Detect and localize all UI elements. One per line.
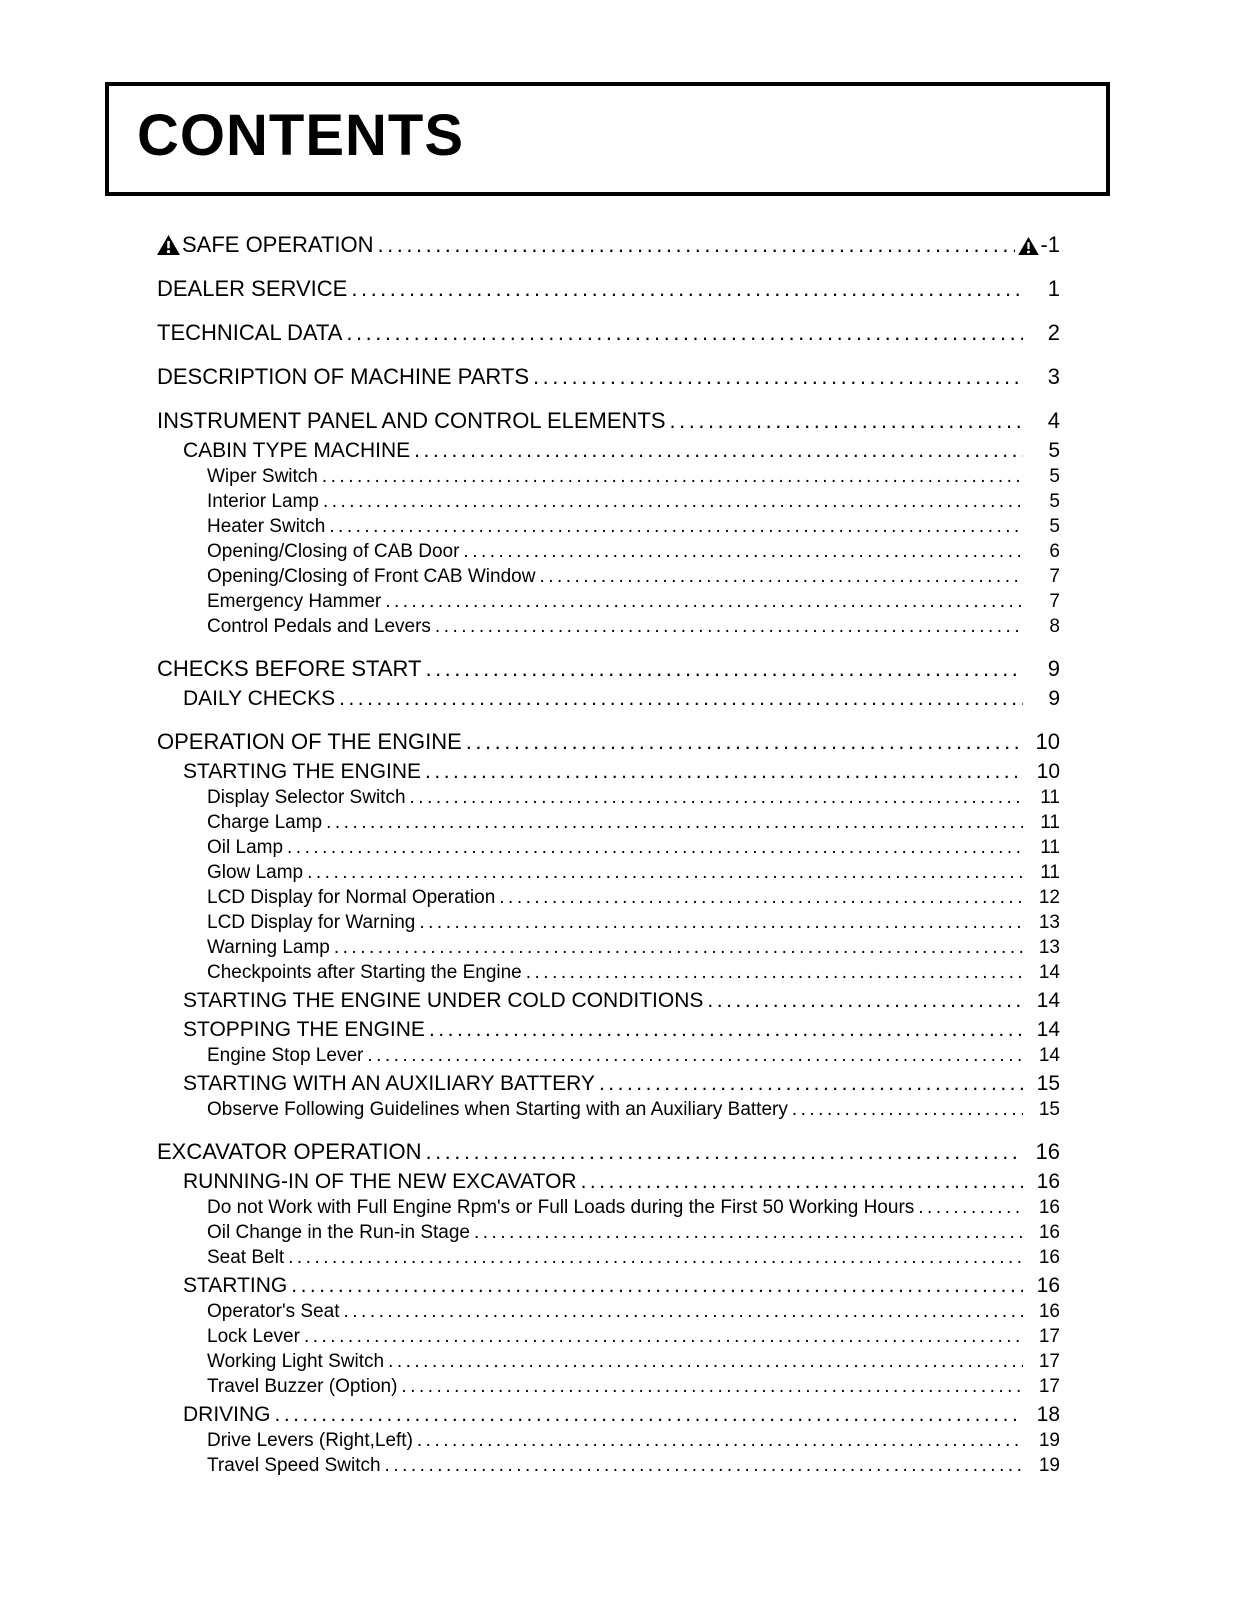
toc-entry-page: 7 [1049, 590, 1060, 612]
toc-entry [157, 1324, 1060, 1349]
toc-entry-page: 19 [1038, 1429, 1060, 1451]
toc-entry-page: 16 [1035, 1138, 1060, 1164]
toc-entry-labelwrap [207, 835, 283, 860]
dot-leader [288, 1245, 1023, 1270]
toc-entry-page: 15 [1036, 1071, 1060, 1095]
toc-entry-page: 5 [1049, 515, 1060, 537]
toc-entry-label: RUNNING-IN OF THE NEW EXCAVATOR [183, 1169, 577, 1193]
toc-entry [157, 810, 1060, 835]
toc-entry-label: TECHNICAL DATA [157, 319, 343, 345]
toc-entry-pagewrap [1026, 589, 1060, 614]
toc-entry-pagewrap [1026, 1016, 1060, 1043]
toc-entry-pagewrap [1026, 1401, 1060, 1428]
toc-entry-page: 11 [1040, 786, 1060, 808]
dot-leader [474, 1220, 1023, 1245]
toc-entry [157, 1168, 1060, 1195]
toc-entry-page: 2 [1047, 319, 1060, 345]
toc-entry-pagewrap [1026, 1272, 1060, 1299]
toc-entry-page: 17 [1038, 1375, 1060, 1397]
toc-entry-labelwrap [207, 564, 535, 589]
toc-entry-labelwrap [207, 1245, 284, 1270]
toc-entry-pagewrap [1026, 1043, 1060, 1068]
toc-entry-labelwrap [207, 960, 522, 985]
toc-entry-labelwrap [183, 1070, 595, 1097]
toc-entry-labelwrap [207, 514, 325, 539]
toc-entry-pagewrap [1026, 1070, 1060, 1097]
toc-entry-labelwrap [207, 1453, 381, 1478]
toc-entry [157, 589, 1060, 614]
toc-entry [157, 1272, 1060, 1299]
toc-entry [157, 1195, 1060, 1220]
toc-entry-pagewrap [1026, 614, 1060, 639]
toc-entry [157, 1097, 1060, 1122]
toc-entry-labelwrap [183, 1401, 271, 1428]
toc-entry-page: 13 [1038, 936, 1060, 958]
toc-entry-labelwrap [207, 935, 330, 960]
dot-leader [275, 1401, 1023, 1428]
toc-entry-labelwrap [207, 1097, 788, 1122]
toc-entry-labelwrap [157, 362, 529, 391]
toc-entry-label: DRIVING [183, 1402, 271, 1426]
dot-leader [351, 274, 1023, 303]
toc-entry-pagewrap [1026, 1097, 1060, 1122]
dot-leader [499, 885, 1023, 910]
toc-entry-labelwrap [157, 318, 342, 347]
toc-entry-pagewrap [1026, 810, 1060, 835]
page-title: CONTENTS [137, 103, 464, 168]
toc-entry-labelwrap [207, 614, 431, 639]
toc-entry-page: 10 [1036, 759, 1060, 783]
toc-entry-label: DEALER SERVICE [157, 275, 348, 301]
toc-entry-page: -1 [1040, 231, 1060, 257]
dot-leader [378, 230, 1016, 259]
dot-leader [466, 727, 1023, 756]
toc-entry [157, 406, 1060, 435]
toc-entry-page: 16 [1036, 1169, 1060, 1193]
dot-leader [291, 1272, 1023, 1299]
toc-entry-label: Drive Levers (Right,Left) [207, 1429, 413, 1451]
toc-entry-label: CABIN TYPE MACHINE [183, 438, 411, 462]
toc-entry-labelwrap [207, 1349, 384, 1374]
toc-entry [157, 1401, 1060, 1428]
toc-entry-labelwrap [207, 1195, 914, 1220]
dot-leader [417, 1428, 1023, 1453]
toc-entry-page: 6 [1049, 540, 1060, 562]
toc-entry-label: STARTING THE ENGINE UNDER COLD CONDITIONS [183, 988, 704, 1012]
toc-entry-pagewrap [1026, 654, 1060, 683]
toc-entry-labelwrap [157, 654, 421, 683]
toc-entry [157, 230, 1060, 259]
toc-entry-pagewrap [1026, 835, 1060, 860]
toc-entry-page: 16 [1038, 1300, 1060, 1322]
toc-entry-label: EXCAVATOR OPERATION [157, 1138, 422, 1164]
toc-entry-labelwrap [183, 1272, 287, 1299]
toc-entry-page: 16 [1038, 1196, 1060, 1218]
toc-entry-page: 14 [1036, 1017, 1060, 1041]
toc-entry-label: Interior Lamp [207, 490, 319, 512]
toc-entry-labelwrap [207, 464, 318, 489]
toc-entry-page: 14 [1036, 988, 1060, 1012]
toc-entry-pagewrap [1026, 489, 1060, 514]
dot-leader [343, 1299, 1023, 1324]
toc-entry-page: 16 [1036, 1273, 1060, 1297]
toc-entry-label: Seat Belt [207, 1246, 285, 1268]
toc-entry-labelwrap [207, 885, 495, 910]
toc-entry-page: 5 [1049, 490, 1060, 512]
toc-entry [157, 910, 1060, 935]
toc-entry-label: Warning Lamp [207, 936, 330, 958]
toc-entry-label: Oil Change in the Run-in Stage [207, 1221, 470, 1243]
dot-leader [435, 614, 1023, 639]
toc-entry [157, 564, 1060, 589]
toc-entry [157, 654, 1060, 683]
toc-entry [157, 464, 1060, 489]
toc-entry-label: INSTRUMENT PANEL AND CONTROL ELEMENTS [157, 407, 666, 433]
toc-entry-label: Opening/Closing of CAB Door [207, 540, 460, 562]
toc-entry-pagewrap [1026, 1299, 1060, 1324]
dot-leader [425, 1137, 1023, 1166]
toc-entry-label: STOPPING THE ENGINE [183, 1017, 425, 1041]
toc-entry-label: Emergency Hammer [207, 590, 382, 612]
toc-entry-labelwrap [207, 860, 303, 885]
toc-entry [157, 539, 1060, 564]
toc-entry-label: Working Light Switch [207, 1350, 385, 1372]
toc-entry-page: 11 [1040, 861, 1060, 883]
toc-entry-labelwrap [207, 1299, 339, 1324]
toc-entry [157, 1453, 1060, 1478]
toc-entry-pagewrap [1018, 230, 1060, 259]
toc-entry-labelwrap [157, 230, 374, 259]
dot-leader [539, 564, 1023, 589]
dot-leader [367, 1043, 1023, 1068]
toc-entry-page: 5 [1049, 465, 1060, 487]
toc-entry-label: LCD Display for Normal Operation [207, 886, 496, 908]
toc-entry-label: Observe Following Guidelines when Starting with an Auxiliary Battery [207, 1098, 788, 1120]
toc-entry-labelwrap [207, 910, 415, 935]
toc-entry-label: CHECKS BEFORE START [157, 655, 422, 681]
dot-leader [287, 835, 1023, 860]
toc-entry-page: 19 [1038, 1454, 1060, 1476]
dot-leader [526, 960, 1023, 985]
dot-leader [425, 758, 1023, 785]
toc-entry-labelwrap [207, 1043, 363, 1068]
toc-entry [157, 987, 1060, 1014]
toc-entry-label: DESCRIPTION OF MACHINE PARTS [157, 363, 530, 389]
toc-list [157, 230, 1060, 1478]
dot-leader [429, 1016, 1023, 1043]
toc-entry-pagewrap [1026, 437, 1060, 464]
dot-leader [304, 1324, 1023, 1349]
toc-entry-page: 16 [1038, 1221, 1060, 1243]
toc-entry [157, 727, 1060, 756]
dot-leader [581, 1168, 1023, 1195]
toc-entry-page: 9 [1047, 655, 1060, 681]
dot-leader [346, 318, 1023, 347]
toc-entry-page: 17 [1038, 1350, 1060, 1372]
toc-entry-pagewrap [1026, 1374, 1060, 1399]
toc-entry-labelwrap [183, 1168, 577, 1195]
toc-entry-labelwrap [207, 810, 322, 835]
toc-entry-page: 11 [1040, 811, 1060, 833]
toc-entry-pagewrap [1026, 987, 1060, 1014]
toc-entry-label: DAILY CHECKS [183, 686, 336, 710]
toc-entry-label: OPERATION OF THE ENGINE [157, 728, 462, 754]
toc-entry-page: 14 [1038, 961, 1060, 983]
dot-leader [322, 464, 1023, 489]
toc-entry-labelwrap [157, 406, 666, 435]
toc-entry-label: Travel Buzzer (Option) [207, 1375, 398, 1397]
toc-entry-labelwrap [157, 1137, 421, 1166]
toc-entry-pagewrap [1026, 960, 1060, 985]
toc-entry-label: Engine Stop Lever [207, 1044, 364, 1066]
toc-entry [157, 362, 1060, 391]
toc-entry-page: 5 [1048, 438, 1060, 462]
toc-entry-label: Travel Speed Switch [207, 1454, 381, 1476]
toc-entry-label: Lock Lever [207, 1325, 300, 1347]
toc-entry-labelwrap [207, 539, 459, 564]
dot-leader [410, 785, 1023, 810]
toc-entry-page: 13 [1038, 911, 1060, 933]
dot-leader [334, 935, 1023, 960]
toc-entry-page: 18 [1036, 1402, 1060, 1426]
toc-entry [157, 1299, 1060, 1324]
dot-leader [307, 860, 1023, 885]
toc-entry-label: Display Selector Switch [207, 786, 406, 808]
dot-leader [339, 685, 1023, 712]
toc-entry [157, 785, 1060, 810]
toc-entry [157, 1043, 1060, 1068]
toc-entry-page: 7 [1049, 565, 1060, 587]
toc-entry-pagewrap [1026, 685, 1060, 712]
toc-entry-label: Operator's Seat [207, 1300, 340, 1322]
toc-entry-page: 16 [1038, 1246, 1060, 1268]
dot-leader [329, 514, 1023, 539]
toc-entry [157, 935, 1060, 960]
dot-leader [388, 1349, 1023, 1374]
toc-entry-page: 9 [1048, 686, 1060, 710]
toc-entry-pagewrap [1026, 464, 1060, 489]
toc-entry-page: 4 [1047, 407, 1060, 433]
toc-entry-label: SAFE OPERATION [182, 231, 374, 257]
toc-entry [157, 274, 1060, 303]
toc-entry-page: 8 [1049, 615, 1060, 637]
toc-entry-labelwrap [183, 758, 421, 785]
toc-entry-pagewrap [1026, 1428, 1060, 1453]
toc-entry-label: STARTING WITH AN AUXILIARY BATTERY [183, 1071, 595, 1095]
toc-entry-labelwrap [207, 1374, 397, 1399]
toc-entry-pagewrap [1026, 1349, 1060, 1374]
toc-entry-labelwrap [207, 1324, 300, 1349]
toc-entry-pagewrap [1026, 910, 1060, 935]
toc-entry-label: Heater Switch [207, 515, 326, 537]
toc-entry-label: Oil Lamp [207, 836, 284, 858]
dot-leader [414, 437, 1023, 464]
toc-entry-pagewrap [1026, 1453, 1060, 1478]
toc-entry-label: STARTING [183, 1273, 288, 1297]
dot-leader [425, 654, 1023, 683]
toc-entry-page: 14 [1038, 1044, 1060, 1066]
toc-entry-label: Checkpoints after Starting the Engine [207, 961, 522, 983]
toc-entry-pagewrap [1026, 885, 1060, 910]
toc-entry-pagewrap [1026, 860, 1060, 885]
dot-leader [419, 910, 1023, 935]
toc-entry [157, 758, 1060, 785]
toc-entry [157, 1349, 1060, 1374]
toc-entry-label: STARTING THE ENGINE [183, 759, 422, 783]
toc-entry-page: 12 [1038, 886, 1060, 908]
toc-entry-pagewrap [1026, 318, 1060, 347]
toc-entry [157, 1220, 1060, 1245]
toc-entry-label: Charge Lamp [207, 811, 323, 833]
toc-entry-label: Do not Work with Full Engine Rpm's or Full Loads during the First 50 Working Hours [207, 1196, 915, 1218]
toc-entry [157, 514, 1060, 539]
dot-leader [670, 406, 1023, 435]
toc-entry-pagewrap [1026, 406, 1060, 435]
toc-entry-page: 1 [1047, 275, 1060, 301]
toc-entry [157, 1245, 1060, 1270]
toc-entry-labelwrap [207, 785, 406, 810]
toc-entry-pagewrap [1026, 274, 1060, 303]
toc-entry-label: Wiper Switch [207, 465, 318, 487]
toc-entry-labelwrap [157, 274, 347, 303]
toc-entry [157, 437, 1060, 464]
dot-leader [463, 539, 1023, 564]
toc-entry-page: 3 [1047, 363, 1060, 389]
toc-entry-labelwrap [157, 727, 462, 756]
toc-entry-pagewrap [1026, 1137, 1060, 1166]
toc-entry [157, 614, 1060, 639]
toc-entry-pagewrap [1026, 727, 1060, 756]
toc-entry-pagewrap [1026, 1245, 1060, 1270]
contents-title-box [105, 82, 1110, 196]
toc-entry-page: 11 [1040, 836, 1060, 858]
dot-leader [599, 1070, 1023, 1097]
toc-entry-page: 10 [1035, 728, 1060, 754]
toc-entry [157, 685, 1060, 712]
dot-leader [326, 810, 1023, 835]
warning-triangle-icon [157, 230, 180, 259]
toc-entry-labelwrap [183, 1016, 425, 1043]
toc-entry-pagewrap [1026, 785, 1060, 810]
warning-triangle-icon [1018, 230, 1039, 259]
toc-entry-labelwrap [207, 1220, 470, 1245]
toc-entry-label: Opening/Closing of Front CAB Window [207, 565, 536, 587]
toc-entry [157, 860, 1060, 885]
toc-entry-pagewrap [1026, 1195, 1060, 1220]
toc-entry [157, 1016, 1060, 1043]
toc-entry [157, 885, 1060, 910]
dot-leader [918, 1195, 1023, 1220]
dot-leader [792, 1097, 1023, 1122]
dot-leader [385, 1453, 1023, 1478]
toc-entry-labelwrap [207, 589, 381, 614]
toc-entry [157, 489, 1060, 514]
toc-entry-labelwrap [183, 987, 703, 1014]
toc-entry-label: Control Pedals and Levers [207, 615, 431, 637]
toc-entry-labelwrap [183, 437, 410, 464]
toc-entry-pagewrap [1026, 564, 1060, 589]
toc-entry-pagewrap [1026, 1220, 1060, 1245]
toc-entry-pagewrap [1026, 539, 1060, 564]
toc-entry-pagewrap [1026, 935, 1060, 960]
toc-entry-page: 15 [1038, 1098, 1060, 1120]
toc-entry-pagewrap [1026, 1168, 1060, 1195]
toc-entry [157, 318, 1060, 347]
dot-leader [385, 589, 1023, 614]
toc-entry-label: LCD Display for Warning [207, 911, 416, 933]
toc-entry [157, 1070, 1060, 1097]
toc-entry-pagewrap [1026, 514, 1060, 539]
toc-entry-pagewrap [1026, 758, 1060, 785]
toc-entry [157, 960, 1060, 985]
toc-entry-labelwrap [183, 685, 335, 712]
toc-entry-pagewrap [1026, 1324, 1060, 1349]
dot-leader [707, 987, 1023, 1014]
dot-leader [401, 1374, 1023, 1399]
toc-entry-labelwrap [207, 489, 319, 514]
toc-entry [157, 1137, 1060, 1166]
toc-entry [157, 1428, 1060, 1453]
toc-entry-labelwrap [207, 1428, 413, 1453]
toc-entry-label: Glow Lamp [207, 861, 304, 883]
toc-entry [157, 835, 1060, 860]
toc-entry-page: 17 [1038, 1325, 1060, 1347]
toc-entry [157, 1374, 1060, 1399]
toc-entry-pagewrap [1026, 362, 1060, 391]
dot-leader [533, 362, 1023, 391]
dot-leader [323, 489, 1023, 514]
